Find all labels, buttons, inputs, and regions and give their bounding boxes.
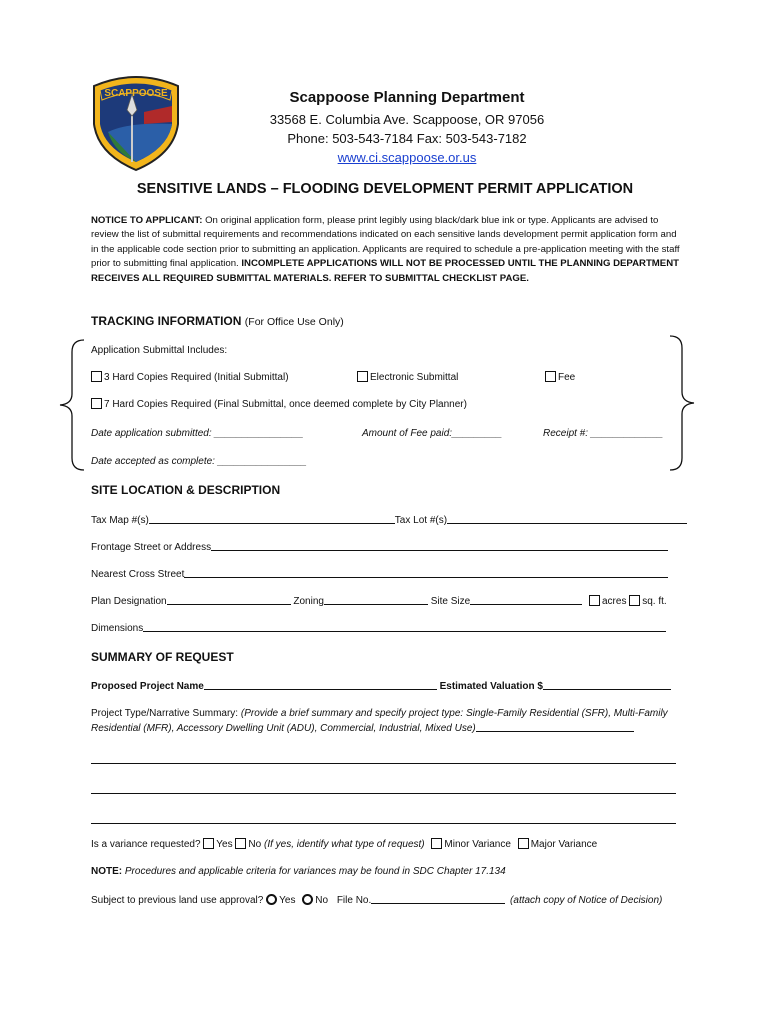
narrative-line-1[interactable] (91, 762, 676, 764)
dimensions-input[interactable] (143, 621, 666, 632)
variance-row (91, 838, 597, 850)
project-name-label: Proposed Project Name (91, 681, 204, 692)
minor-variance-label: Minor Variance (444, 839, 511, 850)
frontage-label: Frontage Street or Address (91, 542, 212, 553)
org-name: Scappoose Planning Department (289, 89, 525, 106)
org-address: 33568 E. Columbia Ave. Scappoose, OR 97056 (269, 112, 545, 127)
variance-hint: (If yes, identify what type of request) (263, 839, 425, 850)
cross-street-row (91, 567, 668, 580)
valuation-label: Estimated Valuation $ (439, 681, 543, 692)
form-title: SENSITIVE LANDS – FLOODING DEVELOPMENT PERMIT APPLICATION (136, 181, 634, 197)
notice-warning: INCOMPLETE APPLICATIONS WILL NOT BE PROCESSED UNTIL THE PLANNING DEPARTMENT RECEIVES ALL REQUIRED SUBMITTAL MATERIALS. REFER TO SUBMITTAL CHECKLIST PAGE. (91, 258, 679, 284)
minor-variance-checkbox[interactable] (431, 838, 442, 849)
site-size-label: Site Size (430, 596, 471, 607)
org-phone: Phone: 503-543-7184 Fax: 503-543-7182 (287, 131, 527, 146)
project-type-input[interactable] (476, 721, 634, 732)
date-accepted-field[interactable]: Date accepted as complete: ________________ (91, 456, 307, 467)
electronic-submittal-option[interactable] (357, 371, 458, 383)
project-name-row (91, 679, 671, 692)
left-brace (56, 338, 86, 473)
hard-copies-initial-label: 3 Hard Copies Required (Initial Submittal) (104, 372, 289, 383)
project-type-block (91, 706, 677, 736)
prior-approval-row (91, 893, 662, 906)
tax-lot-input[interactable] (447, 513, 687, 524)
acres-label: acres (602, 596, 627, 607)
frontage-row (91, 540, 668, 553)
tax-map-label: Tax Map #(s) (91, 515, 149, 526)
plan-designation-label: Plan Designation (91, 596, 167, 607)
tax-map-row (91, 513, 687, 526)
electronic-submittal-label: Electronic Submittal (370, 372, 459, 383)
attach-note: (attach copy of Notice of Decision) (510, 895, 663, 906)
cross-street-input[interactable] (184, 567, 668, 578)
dimensions-label: Dimensions (91, 623, 144, 634)
zoning-label: Zoning (293, 596, 324, 607)
notice-body: On original application form, please print legibly using black/dark blue ink or type. Applicants are advised to review the list of submittal requirements and recommendations indicated on each sensitive lands development permit application form and in the applicable code section prior to submitting an application. Applicants are required to schedule a pre-application meeting with the staff prior to submitting final application. (91, 215, 680, 270)
hard-copies-initial-checkbox[interactable] (91, 371, 102, 382)
summary-heading: SUMMARY OF REQUEST (91, 650, 234, 664)
prior-approval-yes-label: Yes (279, 895, 296, 906)
narrative-line-2[interactable] (91, 792, 676, 794)
dimensions-row (91, 621, 666, 634)
tax-lot-label: Tax Lot #(s) (394, 515, 448, 526)
receipt-number-field[interactable]: Receipt #: _____________ (543, 428, 664, 439)
tracking-heading-text: TRACKING INFORMATION (91, 314, 242, 328)
electronic-submittal-checkbox[interactable] (357, 371, 368, 382)
major-variance-checkbox[interactable] (518, 838, 529, 849)
date-submitted-field[interactable]: Date application submitted: ________________ (91, 428, 304, 439)
plan-designation-input[interactable] (167, 594, 291, 605)
project-name-input[interactable] (204, 679, 437, 690)
project-type-hint: (Provide a brief summary and specify project type: Single-Family Residential (SFR), Multi-Family Residential (MFR), Accessory Dwelling Unit (ADU), Commercial, Industrial, Mixed Use) (91, 708, 668, 734)
prior-approval-no-radio[interactable] (302, 894, 313, 905)
variance-yes-label: Yes (216, 839, 233, 850)
fee-label: Fee (558, 372, 576, 383)
cross-street-label: Nearest Cross Street (91, 569, 185, 580)
variance-no-checkbox[interactable] (235, 838, 246, 849)
site-heading: SITE LOCATION & DESCRIPTION (91, 483, 281, 497)
hard-copies-final-checkbox[interactable] (91, 398, 102, 409)
notice-label: NOTICE TO APPLICANT: (91, 215, 203, 226)
acres-checkbox[interactable] (589, 595, 600, 606)
plan-designation-row (91, 594, 667, 607)
tracking-subheading: (For Office Use Only) (244, 316, 344, 328)
variance-note (91, 866, 506, 877)
hard-copies-final-option[interactable] (91, 398, 467, 410)
file-no-input[interactable] (371, 893, 505, 904)
site-size-input[interactable] (470, 594, 582, 605)
prior-approval-question: Subject to previous land use approval? (91, 895, 264, 906)
fee-paid-field[interactable]: Amount of Fee paid:_________ (362, 428, 503, 439)
variance-no-label: No (248, 839, 262, 850)
prior-approval-yes-radio[interactable] (266, 894, 277, 905)
narrative-line-3[interactable] (91, 822, 676, 824)
variance-yes-checkbox[interactable] (203, 838, 214, 849)
notice-paragraph (91, 214, 681, 286)
fee-option[interactable] (545, 371, 575, 383)
file-no-label: File No. (336, 895, 372, 906)
hard-copies-initial-option[interactable] (91, 371, 289, 383)
svg-text:SCAPPOOSE: SCAPPOOSE (104, 88, 168, 99)
right-brace (668, 334, 698, 472)
variance-question: Is a variance requested? (91, 839, 201, 850)
sqft-checkbox[interactable] (629, 595, 640, 606)
hard-copies-final-label: 7 Hard Copies Required (Final Submittal, once deemed complete by City Planner) (104, 399, 467, 410)
note-label: NOTE: (91, 866, 123, 877)
fee-checkbox[interactable] (545, 371, 556, 382)
tax-map-input[interactable] (149, 513, 395, 524)
project-type-label: Project Type/Narrative Summary: (91, 708, 241, 719)
zoning-input[interactable] (324, 594, 428, 605)
sqft-label: sq. ft. (642, 596, 667, 607)
prior-approval-no-label: No (315, 895, 329, 906)
major-variance-label: Major Variance (530, 839, 598, 850)
note-text: Procedures and applicable criteria for variances may be found in SDC Chapter 17.134 (124, 866, 506, 877)
tracking-heading (91, 314, 344, 328)
org-website-link[interactable]: www.ci.scappoose.or.us (337, 150, 477, 165)
frontage-input[interactable] (211, 540, 668, 551)
valuation-input[interactable] (543, 679, 671, 690)
submittal-includes-label: Application Submittal Includes: (91, 345, 228, 356)
